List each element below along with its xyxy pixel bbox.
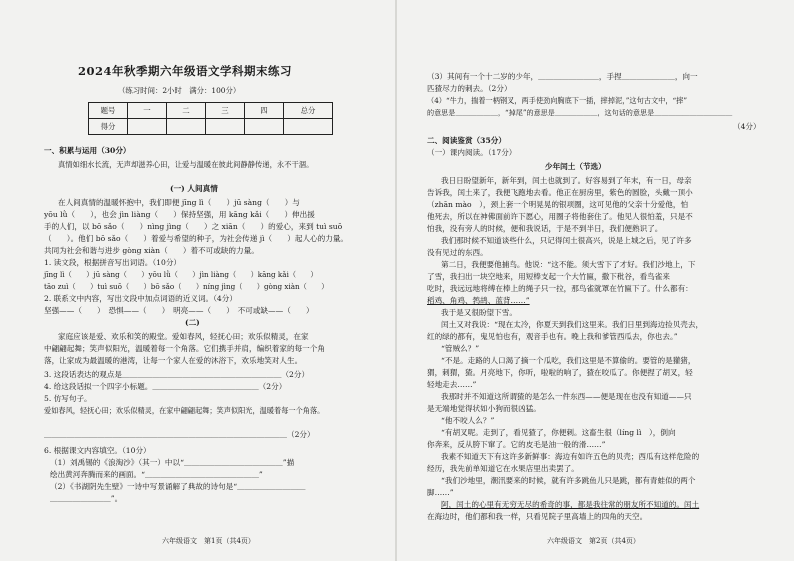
question-6-1: （1）刘禹锡的《浪淘沙》（其一）中以“＿＿＿＿＿＿＿＿＿＿＿＿＿”描 <box>50 458 295 467</box>
story-line: 了雪，我扫出一块空地来，用短棒支起一个大竹匾，撒下秕谷，看鸟雀来 <box>427 272 670 281</box>
score-header-cell: 四 <box>245 103 284 119</box>
question-5-answer-line: ＿＿＿＿＿＿＿＿＿＿＿＿＿＿＿＿＿＿＿＿＿＿＿＿＿＿＿＿＿＿＿＿（2分） <box>44 430 315 439</box>
story-line: “管贼么？” <box>441 344 480 353</box>
story-line: “不是。走路的人口渴了摘一个瓜吃，我们这里是不算偷的。要管的是獾猪， <box>441 356 696 365</box>
question-5: 5. 仿写句子。 <box>44 394 92 403</box>
story-line: 我那时并不知道这所谓猹的是怎么一件东西——便是现在也没有知道——只 <box>441 392 692 401</box>
passage-2-line: 中翩翩起舞；笑声似阳光，温暖着每一个角落。它们携手并肩，编织着家的每一个角 <box>44 344 325 353</box>
story-line: “他不咬人么？” <box>441 416 495 425</box>
story-line: 没有见过的东西。 <box>427 248 488 257</box>
story-line: 第二日，我便要他捕鸟。他说：“这不能。须大雪下了才好。我们沙地上，下 <box>441 260 696 269</box>
question-2: 2. 联系文中内容，写出文段中加点词语的近义词。（4分） <box>44 294 237 303</box>
page-footer: 六年级语文 第1页（共4页） <box>162 537 255 545</box>
exam-title: 2024年秋季期六年级语文学科期末练习 <box>78 64 293 78</box>
score-header-cell: 一 <box>128 103 167 119</box>
story-line: 我日日盼望新年，新年到，闰土也就到了。好容易到了年末，有一日，母亲 <box>441 176 692 185</box>
score-table-header-row <box>89 103 333 119</box>
exam-page-2 <box>397 0 794 561</box>
subsection-heading: （一）课内阅读。（17分） <box>427 148 517 157</box>
story-line: 吃时，我远远地将缚在棒上的绳子只一拉，那鸟雀就罩在竹匾下了。什么都有： <box>427 284 693 293</box>
question-3: 3. 这段话表达的观点是＿＿＿＿＿＿＿＿＿＿＿＿＿＿＿＿＿＿＿＿＿（2分） <box>44 370 310 379</box>
question-6-1b: 绘出黄河奔腾而来的画面。“＿＿＿＿＿＿＿＿＿＿＿＿＿＿＿” <box>50 470 263 479</box>
story-line: 我素不知道天下有这许多新鲜事：海边有如许五色的贝壳；西瓜有这样危险的 <box>441 452 700 461</box>
story-line: 红的绿的都有，鬼见怕也有，观音手也有。晚上我和爹管西瓜去，你也去。” <box>427 332 678 341</box>
story-line: 在海边时，他们都和我一样，只看见院子里高墙上的四角的天空。 <box>427 512 648 521</box>
question-1: 1. 读文段，根据拼音写出词语。（10分） <box>44 258 182 267</box>
exam-subtitle: （练习时间：2小时 满分：100分） <box>118 86 241 95</box>
section-intro: 真情如细水长流，无声却滋养心田，让爱与温暖在彼此间静静传递，永不干涸。 <box>58 160 314 169</box>
story-line: 告诉我，闰土来了，我便飞跑地去看。他正在厨房里，紫色的圆脸，头戴一顶小 <box>427 188 693 197</box>
passage-2-line: 家庭应该是爱、欢乐和笑的殿堂。爱如春风，轻抚心田；欢乐似精灵，在家 <box>58 332 309 341</box>
synonym-row: 坚强——（ ） 恐惧——（ ） 明亮——（ ） 不可或缺——（ ） <box>44 306 314 315</box>
score-cell <box>245 119 284 135</box>
story-line: 阿，闰土的心里有无穷无尽的希奇的事，都是我往常的朋友所不知道的。闰土 <box>441 500 700 509</box>
score-header-cell: 三 <box>206 103 245 119</box>
story-line: 猬，刺猬，猹。月亮地下，你听，啦啦的响了，猹在咬瓜了。你便捏了胡叉，轻 <box>427 368 693 377</box>
passage-line: （ ）。他们 bō sǎo（ ）着爱与希望的种子，为社会传递 jì（ ）起人心的力量。 <box>44 234 349 243</box>
question-6: 6. 根据课文内容填空。（10分） <box>44 446 151 455</box>
story-line: 我们那时候不知道谈些什么，只记得闰土很高兴，说是上城之后，见了许多 <box>441 236 692 245</box>
story-line: “我们沙地里，潮汛要来的时候，就有许多跳鱼儿只是跳，都有青蛙似的两个 <box>441 476 696 485</box>
passage-line: 共同为社会和谐与进步 gòng xiàn（ ）着不可或缺的力量。 <box>44 246 259 255</box>
score-header-cell: 二 <box>167 103 206 119</box>
story-line: 经历，我先前单知道它在水果店里出卖罢了。 <box>427 464 579 473</box>
story-line: 稻鸡、角鸡、鹁鸪、蓝背……” <box>427 296 530 305</box>
score-cell <box>167 119 206 135</box>
passage-line: 在人间真情的温暖怀抱中，我们即便 jīng lì（ ）jū sàng（ ）与 <box>58 198 300 207</box>
score-cell <box>284 119 333 135</box>
question-6-2: （2）《书湖阴先生壁》一诗中写景诵解了典故的诗句是“＿＿＿＿＿＿＿＿＿ <box>50 482 306 491</box>
story-line: 脚……” <box>427 488 454 497</box>
story-line: 怕我，没有旁人的时候，便和我说话，于是不到半日，我们便熟识了。 <box>427 224 663 233</box>
story-title: 少年闰土（节选） <box>545 162 606 171</box>
fill-line: （4）“牛力，揣着一柄钢叉，两手使劲向胸底下一插，摔掉泥，”这句古文中，“摔” <box>427 96 688 105</box>
story-line: （zhān mào ），颈上套一个明晃晃的银项圈，这可见他的父亲十分爱他，怕 <box>427 200 689 209</box>
score-table-score-row <box>89 119 333 135</box>
passage-line: 手的人们，以 bō sǎo（ ）nìng jìng（ ）之 xiān（ ）的爱心，来到 tuì suō <box>44 222 343 231</box>
pinyin-row-2: tāo zuì（ ）tuì suō（ ）bō sǎo（ ）níng jìng（ ）gòng xiàn（ ） <box>44 282 329 291</box>
score-cell <box>206 119 245 135</box>
section-1-heading: 一、积累与运用（30分） <box>44 146 131 155</box>
section-2-heading: 二、阅读鉴赏（35分） <box>427 136 506 145</box>
story-line: 他死去，所以在神佛面前许下愿心，用圈子将他套住了。他见人很怕羞，只是不 <box>427 212 693 221</box>
story-line: 是无端地觉得状如小狗而很凶猛。 <box>427 404 541 413</box>
question-4: 4. 给这段话拟一个四字小标题。＿＿＿＿＿＿＿＿＿＿＿＿＿＿（2分） <box>44 382 287 391</box>
passage-2-line: 落，让家成为最温暖的港湾，让每一个家人在爱的沐浴下，欢乐地笑对人生。 <box>44 356 303 365</box>
fill-line: （3）其间有一个十二岁的少年，＿＿＿＿＿＿＿＿，手捏＿＿＿＿＿＿＿，向一 <box>427 72 698 81</box>
score-note: （4分） <box>733 122 761 131</box>
part-2-title: (二) <box>185 318 200 327</box>
score-header-cell: 总分 <box>284 103 333 119</box>
pinyin-row-1: jīng lì（ ）jū sàng（ ）yōu lǜ（ ）jìn liàng（ ）kāng kǎi（ ） <box>44 270 318 279</box>
story-line: 我于是又很盼望下雪。 <box>441 308 517 317</box>
fill-line: 的意思是＿＿＿＿＿＿，“掉尾”的意思是＿＿＿＿＿＿，这句话的意思是＿＿＿＿＿＿＿＿＿＿＿ <box>427 108 733 117</box>
story-line: “有胡叉呢。走到了，看见猹了，你便刺。这畜生很（líng lì ），倒向 <box>441 428 676 437</box>
score-row-label: 得分 <box>89 119 128 135</box>
page-footer: 六年级语文 第2页（共4页） <box>547 537 640 545</box>
fill-line: 匹猹尽力的刺去。（2分） <box>427 84 512 93</box>
score-header-cell: 题号 <box>89 103 128 119</box>
score-cell <box>128 119 167 135</box>
story-line: 闰土又对我说：“现在太冷，你夏天到我们这里来。我们日里到海边捡贝壳去， <box>441 320 704 329</box>
score-table <box>88 102 333 135</box>
story-line: 你奔来，反从胯下窜了。它的皮毛是油一般的滑……” <box>427 440 606 449</box>
question-5-sample: 爱如春风，轻抚心田；欢乐似精灵，在家中翩翩起舞；笑声似阳光，温暖着每一个角落。 <box>44 406 325 415</box>
part-1-title: (一) 人间真情 <box>170 184 218 193</box>
passage-line: yōu lǜ（ ），也会 jìn liàng（ ）保持坚强，用 kāng kǎi（ ）伸出援 <box>44 210 315 219</box>
question-6-2b: ＿＿＿＿＿＿＿＿”。 <box>50 494 123 503</box>
story-line: 轻地走去……” <box>427 380 477 389</box>
